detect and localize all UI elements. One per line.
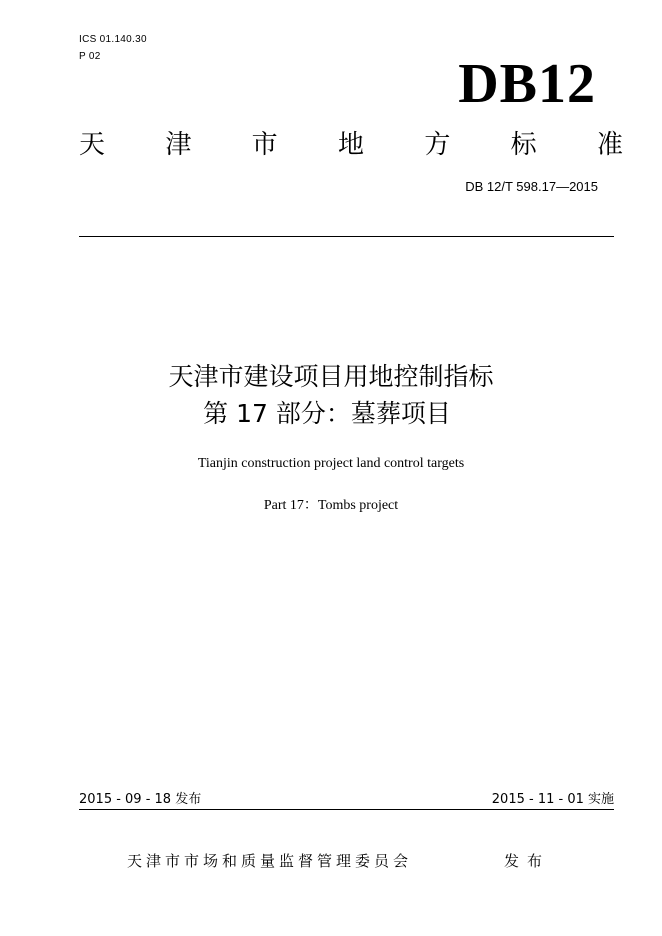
- standard-type-char: 天: [79, 130, 106, 160]
- standard-type-heading: [79, 128, 623, 162]
- title-english-line2: Part 17：Tombs project: [263, 498, 399, 513]
- standard-type-char: 津: [165, 130, 192, 160]
- classification-code: P 02: [79, 51, 101, 62]
- footer-divider: [79, 809, 614, 810]
- title-english-line1: Tianjin construction project land control targets: [197, 456, 465, 471]
- implementation-date: 2015 - 11 - 01 实施: [491, 792, 614, 807]
- standard-number: DB 12/T 598.17—2015: [465, 179, 598, 194]
- standard-type-char: 方: [424, 130, 451, 160]
- standard-type-char: 标: [510, 130, 537, 160]
- publish-label: 发布: [504, 852, 551, 870]
- ics-code: ICS 01.140.30: [79, 34, 147, 45]
- standard-logo-db12: DB12: [458, 53, 596, 115]
- issue-date: 2015 - 09 - 18 发布: [79, 792, 202, 807]
- title-chinese-line2: 第 17 部分：墓葬项目: [203, 399, 451, 428]
- standard-type-char: 市: [251, 130, 278, 160]
- standard-type-char: 准: [596, 130, 623, 160]
- header-divider: [79, 236, 614, 237]
- standard-type-char: 地: [337, 130, 364, 160]
- publisher-name: 天津市市场和质量监督管理委员会: [127, 852, 413, 870]
- title-chinese-line1: 天津市建设项目用地控制指标: [168, 362, 494, 391]
